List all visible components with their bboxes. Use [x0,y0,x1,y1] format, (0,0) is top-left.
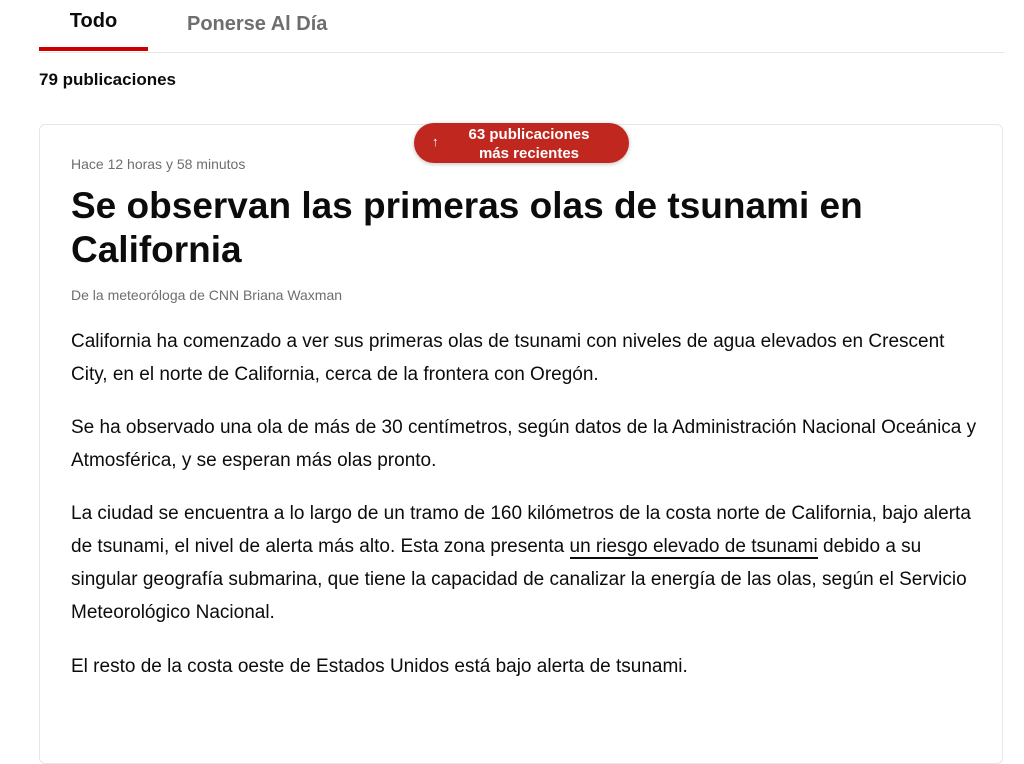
feed-tabs [39,0,1004,53]
new-posts-button[interactable] [414,123,629,163]
post-paragraph: Se ha observado una ola de más de 30 centímetros, según datos de la Administración Nacional Oceánica y Atmosférica, y se esperan más olas pronto. [71,417,977,471]
post-paragraph: El resto de la costa oeste de Estados Unidos está bajo alerta de tsunami. [71,656,688,677]
post-headline: Se observan las primeras olas de tsunami en California [71,185,863,270]
paragraph-text: debido a su singular geografía submarina, que tiene la capacidad de canalizar la energía de las olas, según el Servicio Meteorológico Nacional. [71,536,967,623]
post-timestamp: Hace 12 horas y 58 minutos [71,156,246,172]
new-posts-label [454,125,604,163]
tab-todo[interactable]: Todo [39,0,148,51]
posts-count: 79 publicaciones [39,70,176,89]
post-paragraph [71,497,983,629]
tab-ponerse-al-dia[interactable]: Ponerse Al Día [187,13,328,35]
new-posts-suffix: más recientes [478,145,580,162]
post-paragraph: California ha comenzado a ver sus primeras olas de tsunami con niveles de agua elevados en Crescent City, en el norte de California, cerca de la frontera con Oregón. [71,331,945,385]
arrow-up-icon: ↑ [432,134,439,149]
new-posts-count: 63 publicaciones [468,126,590,143]
paragraph-text: La ciudad se encuentra a lo largo de un tramo de 160 kilómetros de la costa norte de California, bajo alerta de tsunami, el nivel de alerta más alto. Esta zona presenta [71,503,971,557]
post-byline: De la meteoróloga de CNN Briana Waxman [71,287,343,303]
tsunami-risk-link[interactable]: un riesgo elevado de tsunami [569,536,818,557]
